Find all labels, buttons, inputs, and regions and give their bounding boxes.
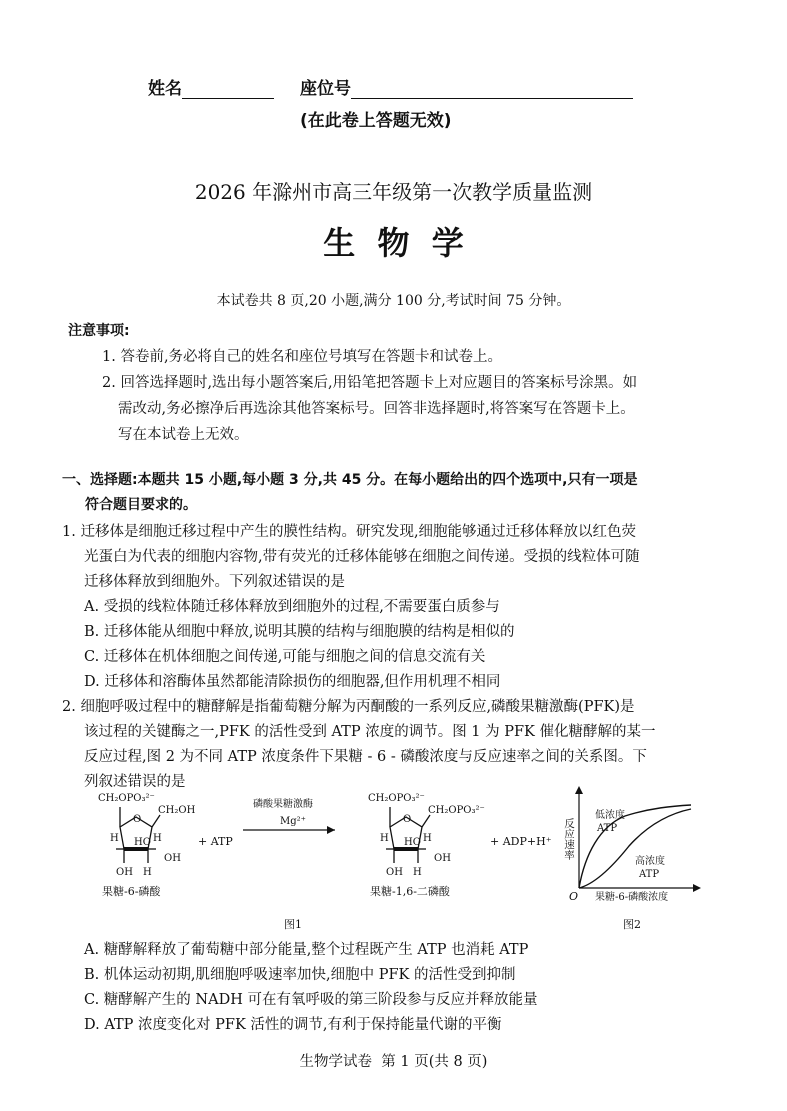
y-axis-label-text: 反应速率 [563, 818, 575, 860]
seat-field [300, 74, 633, 99]
substrate-oh1: OH [116, 867, 133, 878]
product-h2: H [423, 833, 432, 844]
notes-item-2-end: 写在本试卷上无效。 [118, 427, 249, 443]
q1-option-a: A. 受损的线粒体随迁移体释放到细胞外的过程,不需要蛋白质参与 [84, 599, 500, 615]
substrate-right-group: CH₂OH [158, 805, 196, 816]
notes-heading: 注意事项: [68, 323, 130, 339]
product-oh2: OH [434, 853, 451, 864]
product-top-group: CH₂OPO₃²⁻ [368, 793, 425, 804]
notes-item-2-cont: 需改动,务必擦净后再选涂其他答案标号。回答非选择题时,将答案写在答题卡上。 [118, 401, 635, 417]
substrate-ho: HO [134, 837, 151, 848]
figure-1-reaction [90, 785, 560, 915]
q2-option-a: A. 糖酵解释放了葡萄糖中部分能量,整个过程既产生 ATP 也消耗 ATP [84, 942, 529, 958]
low-atp-label-1: 低浓度 [595, 810, 625, 821]
q1-stem-line-2: 光蛋白为代表的细胞内容物,带有荧光的迁移体能够在细胞之间传递。受损的线粒体可随 [84, 549, 640, 565]
product-ring-o: O [403, 814, 412, 825]
q1-option-c: C. 迁移体在机体细胞之间传递,可能与细胞之间的信息交流有关 [84, 649, 486, 665]
plus-atp: + ATP [198, 835, 233, 848]
q2-option-d: D. ATP 浓度变化对 PFK 活性的调节,有利于保持能量代谢的平衡 [84, 1017, 502, 1033]
product-h3: H [413, 867, 422, 878]
q1-option-b: B. 迁移体能从细胞中释放,说明其膜的结构与细胞膜的结构是相似的 [84, 624, 515, 640]
substrate-h3: H [143, 867, 152, 878]
substrate-oh2: OH [164, 853, 181, 864]
substrate-name: 果糖-6-磷酸 [102, 885, 161, 898]
exam-info: 本试卷共 8 页,20 小题,满分 100 分,考试时间 75 分钟。 [216, 293, 571, 309]
plus-products: + ADP+H⁺ [490, 835, 552, 848]
enzyme-label: 磷酸果糖激酶 [253, 799, 313, 810]
section-heading-cont: 符合题目要求的。 [85, 497, 197, 513]
product-h1: H [380, 833, 389, 844]
name-field [148, 74, 274, 99]
notes-item-1: 1. 答卷前,务必将自己的姓名和座位号填写在答题卡和试卷上。 [102, 349, 503, 365]
invalid-note: (在此卷上答题无效) [300, 111, 452, 131]
page-footer: 生物学试卷 第 1 页(共 8 页) [299, 1054, 488, 1070]
q2-option-b: B. 机体运动初期,肌细胞呼吸速率加快,细胞中 PFK 的活性受到抑制 [84, 967, 516, 983]
substrate-h2: H [153, 833, 162, 844]
product-name: 果糖-1,6-二磷酸 [370, 885, 450, 898]
seat-label: 座位号 [300, 79, 351, 99]
x-axis-label: 果糖-6-磷酸浓度 [595, 892, 669, 903]
name-blank [182, 80, 274, 99]
substrate-ring-o: O [133, 814, 142, 825]
subject-title: 生 物 学 [323, 224, 464, 262]
q2-stem-line-2: 该过程的关键酶之一,PFK 的活性受到 ATP 浓度的调节。图 1 为 PFK 催化糖酵解的某一 [84, 724, 656, 740]
q1-option-d: D. 迁移体和溶酶体虽然都能清除损伤的细胞器,但作用机理不相同 [84, 674, 501, 690]
section-heading: 一、选择题:本题共 15 小题,每小题 3 分,共 45 分。在每小题给出的四个选项中,只有一项是 [62, 472, 638, 488]
q2-stem-line-3: 反应过程,图 2 为不同 ATP 浓度条件下果糖 - 6 - 磷酸浓度与反应速率之间的关系图。下 [84, 749, 647, 765]
q2-option-c: C. 糖酵解产生的 NADH 可在有氧呼吸的第三阶段参与反应并释放能量 [84, 992, 538, 1008]
product-ho: HO [404, 837, 421, 848]
name-label: 姓名 [148, 79, 182, 99]
notes-item-2: 2. 回答选择题时,选出每小题答案后,用铅笔把答题卡上对应题目的答案标号涂黑。如 [102, 375, 638, 391]
y-axis-label [562, 818, 577, 860]
high-atp-label-1: 高浓度 [635, 856, 665, 867]
cofactor-label: Mg²⁺ [280, 816, 306, 827]
figure-2-graph [555, 784, 705, 909]
q2-stem-line-4: 列叙述错误的是 [84, 774, 186, 790]
origin-label: O [569, 890, 579, 903]
product-right-group: CH₂OPO₃²⁻ [428, 805, 485, 816]
substrate-h1: H [110, 833, 119, 844]
high-atp-label-2: ATP [639, 869, 660, 880]
q2-stem-line-1: 2. 细胞呼吸过程中的糖酵解是指葡萄糖分解为丙酮酸的一系列反应,磷酸果糖激酶(PFK)是 [62, 699, 635, 715]
seat-blank [351, 80, 633, 99]
q1-stem-line-3: 迁移体释放到细胞外。下列叙述错误的是 [84, 574, 345, 590]
figure-2-caption: 图2 [623, 918, 641, 931]
exam-title: 2026 年滁州市高三年级第一次教学质量监测 [194, 180, 593, 204]
x-axis-arrow [693, 884, 701, 892]
y-axis-arrow [575, 786, 583, 794]
figure-1-caption: 图1 [284, 918, 302, 931]
low-atp-label-2: ATP [597, 823, 618, 834]
product-oh1: OH [386, 867, 403, 878]
q1-stem-line-1: 1. 迁移体是细胞迁移过程中产生的膜性结构。研究发现,细胞能够通过迁移体释放以红色荧 [62, 524, 637, 540]
reaction-arrowhead [327, 826, 335, 834]
substrate-top-group: CH₂OPO₃²⁻ [98, 793, 155, 804]
